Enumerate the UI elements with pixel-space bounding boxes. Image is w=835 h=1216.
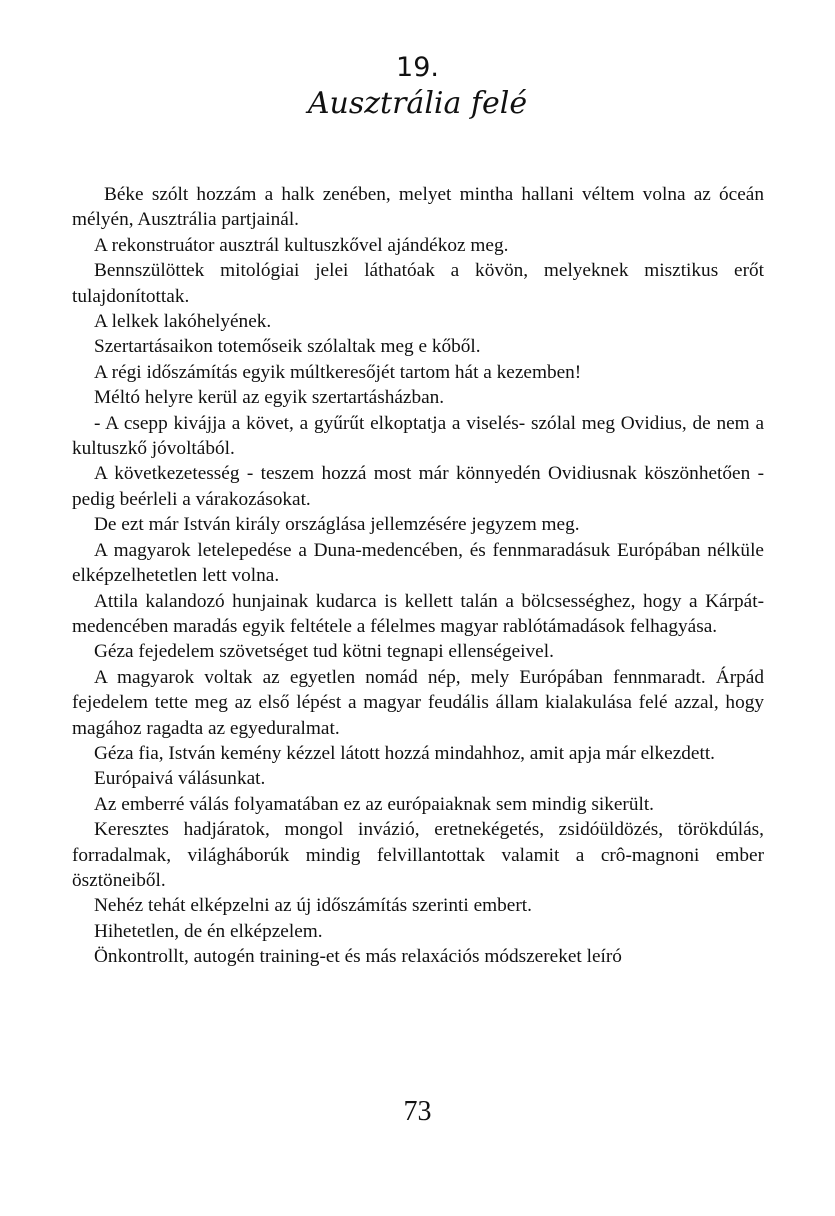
- paragraph: De ezt már István király országlása jellemzésére jegyzem meg.: [94, 514, 580, 536]
- paragraph: A lelkek lakóhelyének.: [94, 311, 272, 333]
- paragraph: Az emberré válás folyamatában ez az európaiaknak sem mindig sikerült.: [94, 793, 654, 815]
- paragraph: Géza fejedelem szövetséget tud kötni tegnapi ellenségeivel.: [94, 641, 554, 663]
- paragraph: Szertartásaikon totemőseik szólaltak meg e kőből.: [94, 336, 481, 358]
- paragraph: Európaivá válásunkat.: [94, 768, 266, 790]
- page-number: 73: [403, 1096, 432, 1127]
- paragraph: Méltó helyre kerül az egyik szertartásházban.: [94, 387, 445, 409]
- paragraph: Béke szólt hozzám a halk zenében, melyet mintha hallani véltem volna az óceán mélyén, Ausztrália partjainál.: [72, 184, 764, 231]
- paragraph: A magyarok voltak az egyetlen nomád nép, mely Európában fennmaradt. Árpád fejedelem tette meg az első lépést a magyar feudális állam kialakulása felé azzal, hogy magához ragadta az egyeduralmat.: [72, 666, 764, 739]
- paragraph: Bennszülöttek mitológiai jelei láthatóak a kövön, melyeknek misztikus erőt tulajdonítottak.: [72, 260, 764, 307]
- chapter-title: Ausztrália felé: [307, 86, 528, 121]
- paragraph: A magyarok letelepedése a Duna-medencében, és fennmaradásuk Európában nélküle elképzelhetetlen lett volna.: [72, 539, 764, 587]
- paragraph: Attila kalandozó hunjainak kudarca is kellett talán a bölcsességhez, hogy a Kárpát-medencében maradás egyik feltétele a félelmes magyar rablótámadások felhagyása.: [72, 590, 764, 637]
- paragraph: A rekonstruátor ausztrál kultuszkővel ajándékoz meg.: [94, 234, 509, 256]
- chapter-number: 19.: [396, 52, 439, 83]
- paragraph: Géza fia, István kemény kézzel látott hozzá mindahhoz, amit apja már elkezdett.: [94, 742, 716, 764]
- paragraph: Nehéz tehát elképzelni az új időszámítás szerinti embert.: [94, 895, 532, 917]
- paragraph: A következetesség - teszem hozzá most már könnyedén Ovidiusnak köszönhetően - pedig beérleli a várakozásokat.: [72, 463, 764, 510]
- paragraph: - A csepp kivájja a követ, a gyűrűt elkoptatja a viselés- szólal meg Ovidius, de nem a kultuszkő jóvoltából.: [72, 412, 764, 460]
- body-text: [72, 182, 764, 970]
- paragraph: Hihetetlen, de én elképzelem.: [94, 920, 323, 942]
- paragraph: Keresztes hadjáratok, mongol invázió, eretnekégetés, zsidóüldözés, törökdúlás, forradalmak, világháborúk mindig felvillantottak valamit a crô-magnoni ember ösztöneiből.: [72, 819, 764, 891]
- paragraph: A régi időszámítás egyik múltkeresőjét tartom hát a kezemben!: [94, 361, 582, 383]
- paragraph: Önkontrollt, autogén training-et és más relaxációs módszereket leíró: [94, 946, 622, 968]
